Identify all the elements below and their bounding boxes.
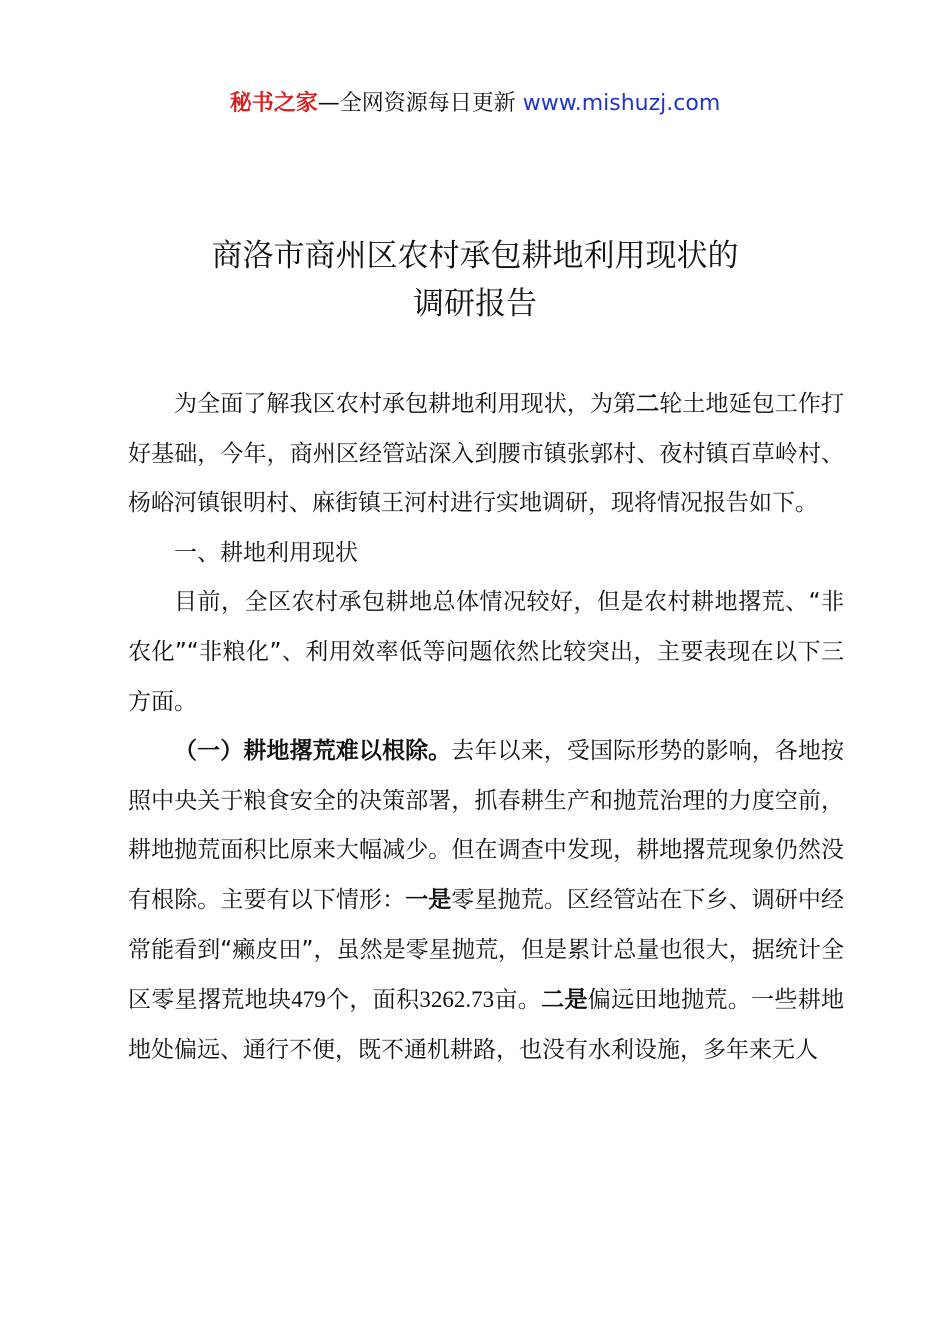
intro-text-c: 轮土地延包工作打好基础，今年，商州区经管站深入到腰市镇张郭村、夜村镇百草岭村、杨峪河镇银明村、麻街镇王河村进行实地调研，现将情况报告如下。 <box>128 391 845 517</box>
plot-count: 479 <box>291 987 326 1013</box>
area-value: 3262.73 <box>419 987 495 1013</box>
intro-text-bold: 二 <box>636 391 660 417</box>
subsection-heading-1: （一）耕地撂荒难以根除。 <box>174 738 452 765</box>
abandonment-text-a: 去年以来，受国际形势的影响，各地按照中央关于粮食安全的决策部署，抓春耕生产和抛荒治理的力度空前，耕地抛荒面积比原来大幅减少。但在调查中发现，耕地撂荒现象仍然没有根除。主要有以下情形： <box>128 738 845 913</box>
header-slogan: —全网资源每日更新 <box>317 91 523 116</box>
title-line-2: 调研报告 <box>413 286 537 322</box>
abandonment-paragraph <box>128 727 844 1075</box>
document-body <box>128 380 844 1075</box>
intro-paragraph <box>128 380 844 529</box>
point-one-label: 一是 <box>405 886 452 913</box>
abandonment-text-c: 零星抛荒。区经管站在下乡、调研中经常能看到“癞皮田”，虽然是零星抛荒，但是累计总量也很大，据统计全区零星撂荒地块 <box>128 886 845 1014</box>
title-line-1: 商洛市商州区农村承包耕地利用现状的 <box>211 238 739 274</box>
site-url-link[interactable]: www.mishuzj.com <box>522 91 721 116</box>
abandonment-text-d: 个，面积 <box>325 987 420 1014</box>
abandonment-text-g: 偏远田地抛荒。一些耕地地处偏远、通行不便，既不通机耕路，也没有水利设施，多年来无人 <box>128 987 845 1063</box>
abandonment-text-e: 亩。 <box>494 987 542 1014</box>
site-header <box>0 88 950 120</box>
section-heading-1: 一、耕地利用现状 <box>174 539 358 566</box>
brand-name: 秘书之家 <box>229 91 318 116</box>
status-paragraph: 目前，全区农村承包耕地总体情况较好，但是农村耕地撂荒、“非农化”“非粮化”、利用效率低等问题依然比较突出，主要表现在以下三方面。 <box>128 589 844 715</box>
intro-text-a: 为全面了解我区农村承包耕地利用现状，为第 <box>174 391 637 417</box>
document-title <box>0 232 950 328</box>
point-two-label: 二是 <box>541 987 588 1014</box>
